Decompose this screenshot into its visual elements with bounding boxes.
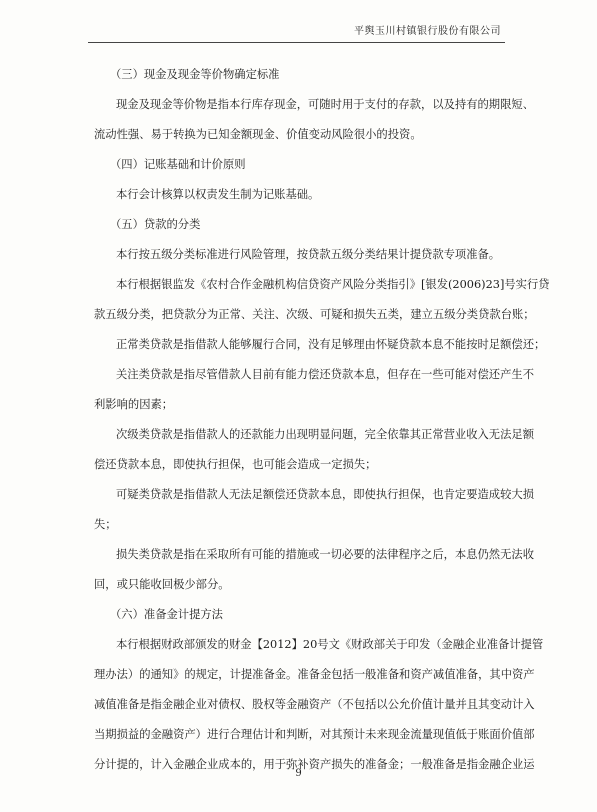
paragraph-line: 本行按五级分类标准进行风险管理，按贷款五级分类结果计提贷款专项准备。 [116, 248, 501, 261]
header-company-name: 平舆玉川村镇银行股份有限公司 [354, 26, 501, 37]
paragraph-line: 正常类贷款是指借款人能够履行合同，没有足够理由怀疑贷款本息不能按时足额偿还； [116, 338, 546, 351]
paragraph-line: 利影响的因素； [94, 398, 174, 411]
document-body [94, 66, 550, 773]
paragraph-line: 可疑类贷款是指借款人无法足额偿还贷款本息，即使执行担保，也肯定要造成较大损 [116, 488, 534, 501]
section-heading-provision-method: （六）准备金计提方法 [110, 608, 223, 621]
section-heading-loan-classification: （五）贷款的分类 [110, 218, 201, 231]
paragraph-line: 偿还贷款本息，即使执行担保，也可能会造成一定损失； [94, 458, 377, 471]
paragraph-line: 当期损益的金融资产）进行合理估计和判断，对其预计未来现金流量现值低于账面价值部 [94, 728, 535, 741]
paragraph-line: 本行会计核算以权责发生制为记账基础。 [116, 188, 320, 201]
section-heading-cash-equivalents: （三）现金及现金等价物确定标准 [110, 68, 280, 81]
section-heading-accounting-basis: （四）记账基础和计价原则 [110, 158, 246, 171]
header-divider [88, 42, 505, 43]
paragraph-line: 回，或只能收回极少部分。 [94, 578, 230, 591]
paragraph-line: 次级类贷款是指借款人的还款能力出现明显问题，完全依靠其正常营业收入无法足额 [116, 428, 534, 441]
paragraph-line: 现金及现金等价物是指本行库存现金，可随时用于支付的存款，以及持有的期限短、 [116, 98, 534, 111]
paragraph-line: 本行根据银监发《农村合作金融机构信贷资产风险分类指引》[银发(2006)23]号实行贷 [116, 278, 550, 291]
paragraph-line: 损失类贷款是指在采取所有可能的措施或一切必要的法律程序之后，本息仍然无法收 [116, 548, 534, 561]
paragraph-line: 分计提的，计入金融企业成本的，用于弥补资产损失的准备金；一般准备是指金融企业运 [94, 758, 535, 771]
paragraph-line: 减值准备是指金融企业对债权、股权等金融资产（不包括以公允价值计量并且其变动计入 [94, 698, 535, 711]
paragraph-line: 失； [94, 518, 117, 531]
paragraph-line: 流动性强、易于转换为已知金额现金、价值变动风险很小的投资。 [94, 128, 422, 141]
paragraph-line: 关注类贷款是指尽管借款人目前有能力偿还贷款本息，但存在一些可能对偿还产生不 [116, 368, 534, 381]
paragraph-line: 款五级分类，把贷款分为正常、关注、次级、可疑和损失五类，建立五级分类贷款台账； [94, 308, 535, 321]
page-number: 9 [295, 768, 302, 779]
paragraph-line: 本行根据财政部颁发的财金【2012】20号文《财政部关于印发（金融企业准备计提管 [116, 638, 544, 651]
paragraph-line: 理办法）的通知》的规定，计提准备金。准备金包括一般准备和资产减值准备，其中资产 [94, 668, 535, 681]
